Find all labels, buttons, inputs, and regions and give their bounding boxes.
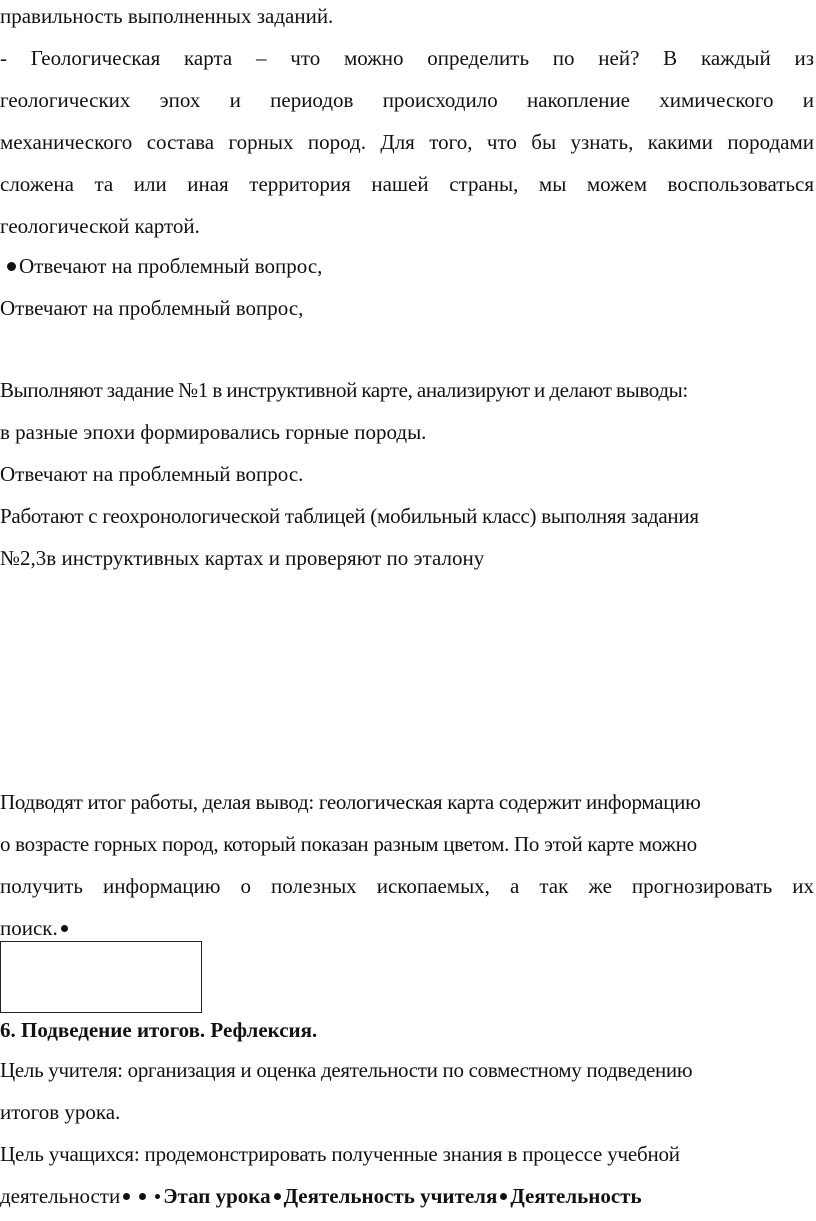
paragraph-line: Работают с геохронологической таблицей (мобильный класс) выполняя задания (0, 504, 699, 528)
paragraph-line: правильность выполненных заданий. (0, 4, 334, 28)
paragraph-line: Подводят итог работы, делая вывод: геологическая карта содержит информацию (0, 790, 701, 814)
paragraph-line (0, 914, 71, 942)
paragraph-line: Выполняют задание №1 в инструктивной карте, анализируют и делают выводы: (0, 378, 688, 402)
paragraph-line: получить информацию о полезных ископаемых, а так же прогнозировать их (0, 874, 814, 898)
bullet-dot-icon (155, 1194, 160, 1199)
section-heading: 6. Подведение итогов. Рефлексия. (0, 1018, 318, 1042)
paragraph-text: деятельности (0, 1184, 121, 1208)
paragraph-line: в разные эпохи формировались горные породы. (0, 420, 427, 444)
paragraph-line: итогов урока. (0, 1100, 121, 1124)
paragraph-line: №2,3в инструктивных картах и проверяют по эталону (0, 546, 485, 570)
paragraph-line: Отвечают на проблемный вопрос, (0, 296, 304, 320)
paragraph-line: сложена та или иная территория нашей страны, мы можем воспользоваться (0, 172, 814, 196)
paragraph-line: геологических эпох и периодов происходило накопление химического и (0, 88, 814, 112)
bullet-dot-icon (139, 1193, 146, 1200)
bullet-dot-icon (123, 1193, 130, 1200)
paragraph-line: о возрасте горных пород, который показан разным цветом. По этой карте можно (0, 832, 697, 856)
paragraph-line: механического состава горных пород. Для того, что бы узнать, какими породами (0, 130, 814, 154)
bullet-dot-icon (274, 1193, 281, 1200)
empty-frame (0, 941, 202, 1013)
bullet-dot-icon (500, 1193, 507, 1200)
paragraph-line: Цель учащихся: продемонстрировать полученные знания в процессе учебной (0, 1142, 680, 1166)
paragraph-text: Отвечают на проблемный вопрос, (19, 254, 323, 278)
bullet-dot-icon (7, 262, 16, 271)
table-column-label: Деятельность учителя (283, 1184, 498, 1208)
paragraph-line: - Геологическая карта – что можно определить по ней? В каждый из (0, 46, 814, 70)
table-column-label: Деятельность (510, 1184, 642, 1208)
bulleted-line (4, 252, 322, 280)
bullet-dot-icon (61, 925, 68, 932)
paragraph-line: геологической картой. (0, 214, 200, 238)
paragraph-line (0, 1182, 642, 1210)
paragraph-text: поиск. (0, 916, 58, 940)
paragraph-line: Цель учителя: организация и оценка деятельности по совместному подведению (0, 1058, 693, 1082)
table-column-label: Этап урока (163, 1184, 271, 1208)
paragraph-line: Отвечают на проблемный вопрос. (0, 462, 304, 486)
